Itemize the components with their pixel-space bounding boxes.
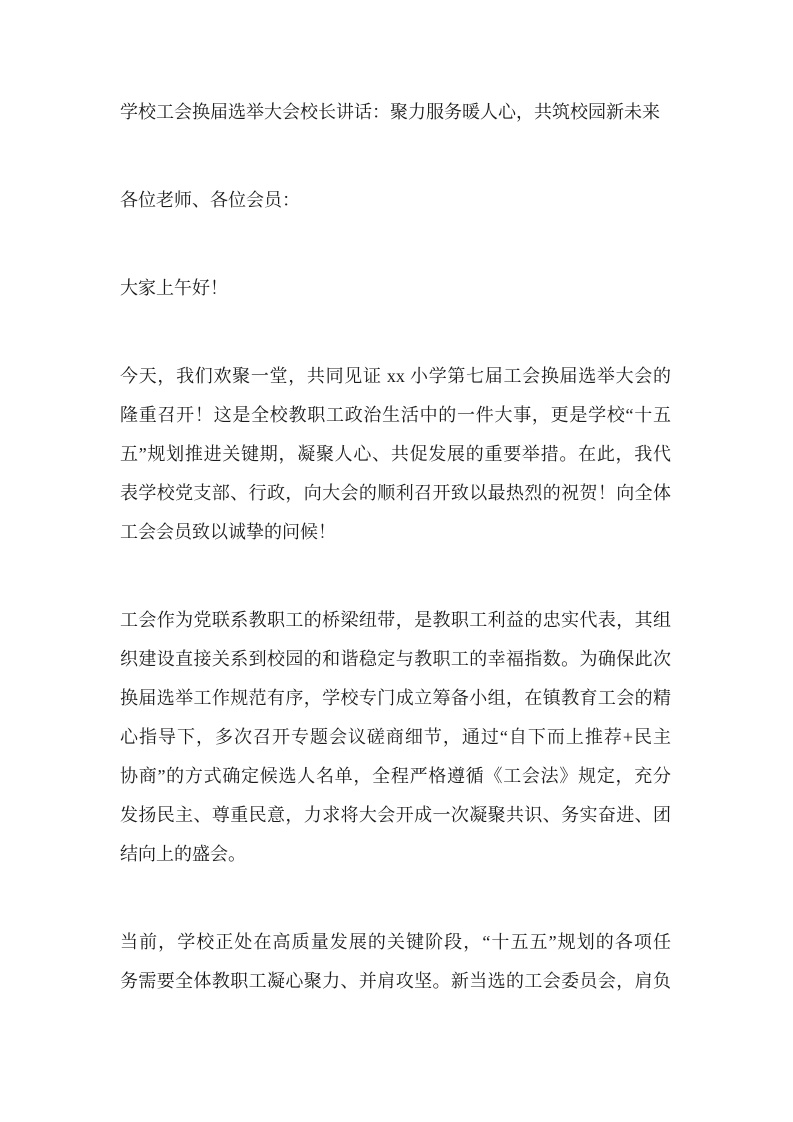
paragraph-salutation <box>120 181 671 220</box>
text-line: 发扬民主、尊重民意，力求将大会开成一次凝聚共识、务实奋进、团 <box>120 805 671 825</box>
document-content <box>120 93 671 1001</box>
text-line: 当前，学校正处在高质量发展的关键阶段，“十五五”规划的各项任 <box>120 932 671 952</box>
text-line: 心指导下，多次召开专题会议磋商细节，通过“自下而上推荐+民主 <box>120 727 671 747</box>
text-line: 换届选举工作规范有序，学校专门成立筹备小组，在镇教育工会的精 <box>120 688 671 708</box>
paragraph-current-stage <box>120 923 671 1001</box>
text-line: 工会会员致以诚挚的问候！ <box>120 522 336 542</box>
paragraph-union-role <box>120 601 671 874</box>
text-line: 协商”的方式确定候选人名单，全程严格遵循《工会法》规定，充分 <box>120 766 671 786</box>
text-line: 织建设直接关系到校园的和谐稳定与教职工的幸福指数。为确保此次 <box>120 649 671 669</box>
text-line: 大家上午好！ <box>120 278 228 298</box>
document-title: 学校工会换届选举大会校长讲话：聚力服务暖人心，共筑校园新未来 <box>120 102 660 122</box>
paragraph-greeting <box>120 269 671 308</box>
paragraph-opening <box>120 357 671 552</box>
text-line: 表学校党支部、行政，向大会的顺利召开致以最热烈的祝贺！向全体 <box>120 483 671 503</box>
text-line: 五”规划推进关键期，凝聚人心、共促发展的重要举措。在此，我代 <box>120 444 671 464</box>
text-line: 隆重召开！这是全校教职工政治生活中的一件大事，更是学校“十五 <box>120 405 671 425</box>
text-line: 结向上的盛会。 <box>120 844 246 864</box>
text-line: 务需要全体教职工凝心聚力、并肩攻坚。新当选的工会委员会，肩负 <box>120 971 671 991</box>
text-line: 今天，我们欢聚一堂，共同见证 xx 小学第七届工会换届选举大会的 <box>120 366 671 386</box>
paragraph-title <box>120 93 671 132</box>
text-line: 工会作为党联系教职工的桥梁纽带，是教职工利益的忠实代表，其组 <box>120 610 671 630</box>
text-line: 各位老师、各位会员： <box>120 190 300 210</box>
